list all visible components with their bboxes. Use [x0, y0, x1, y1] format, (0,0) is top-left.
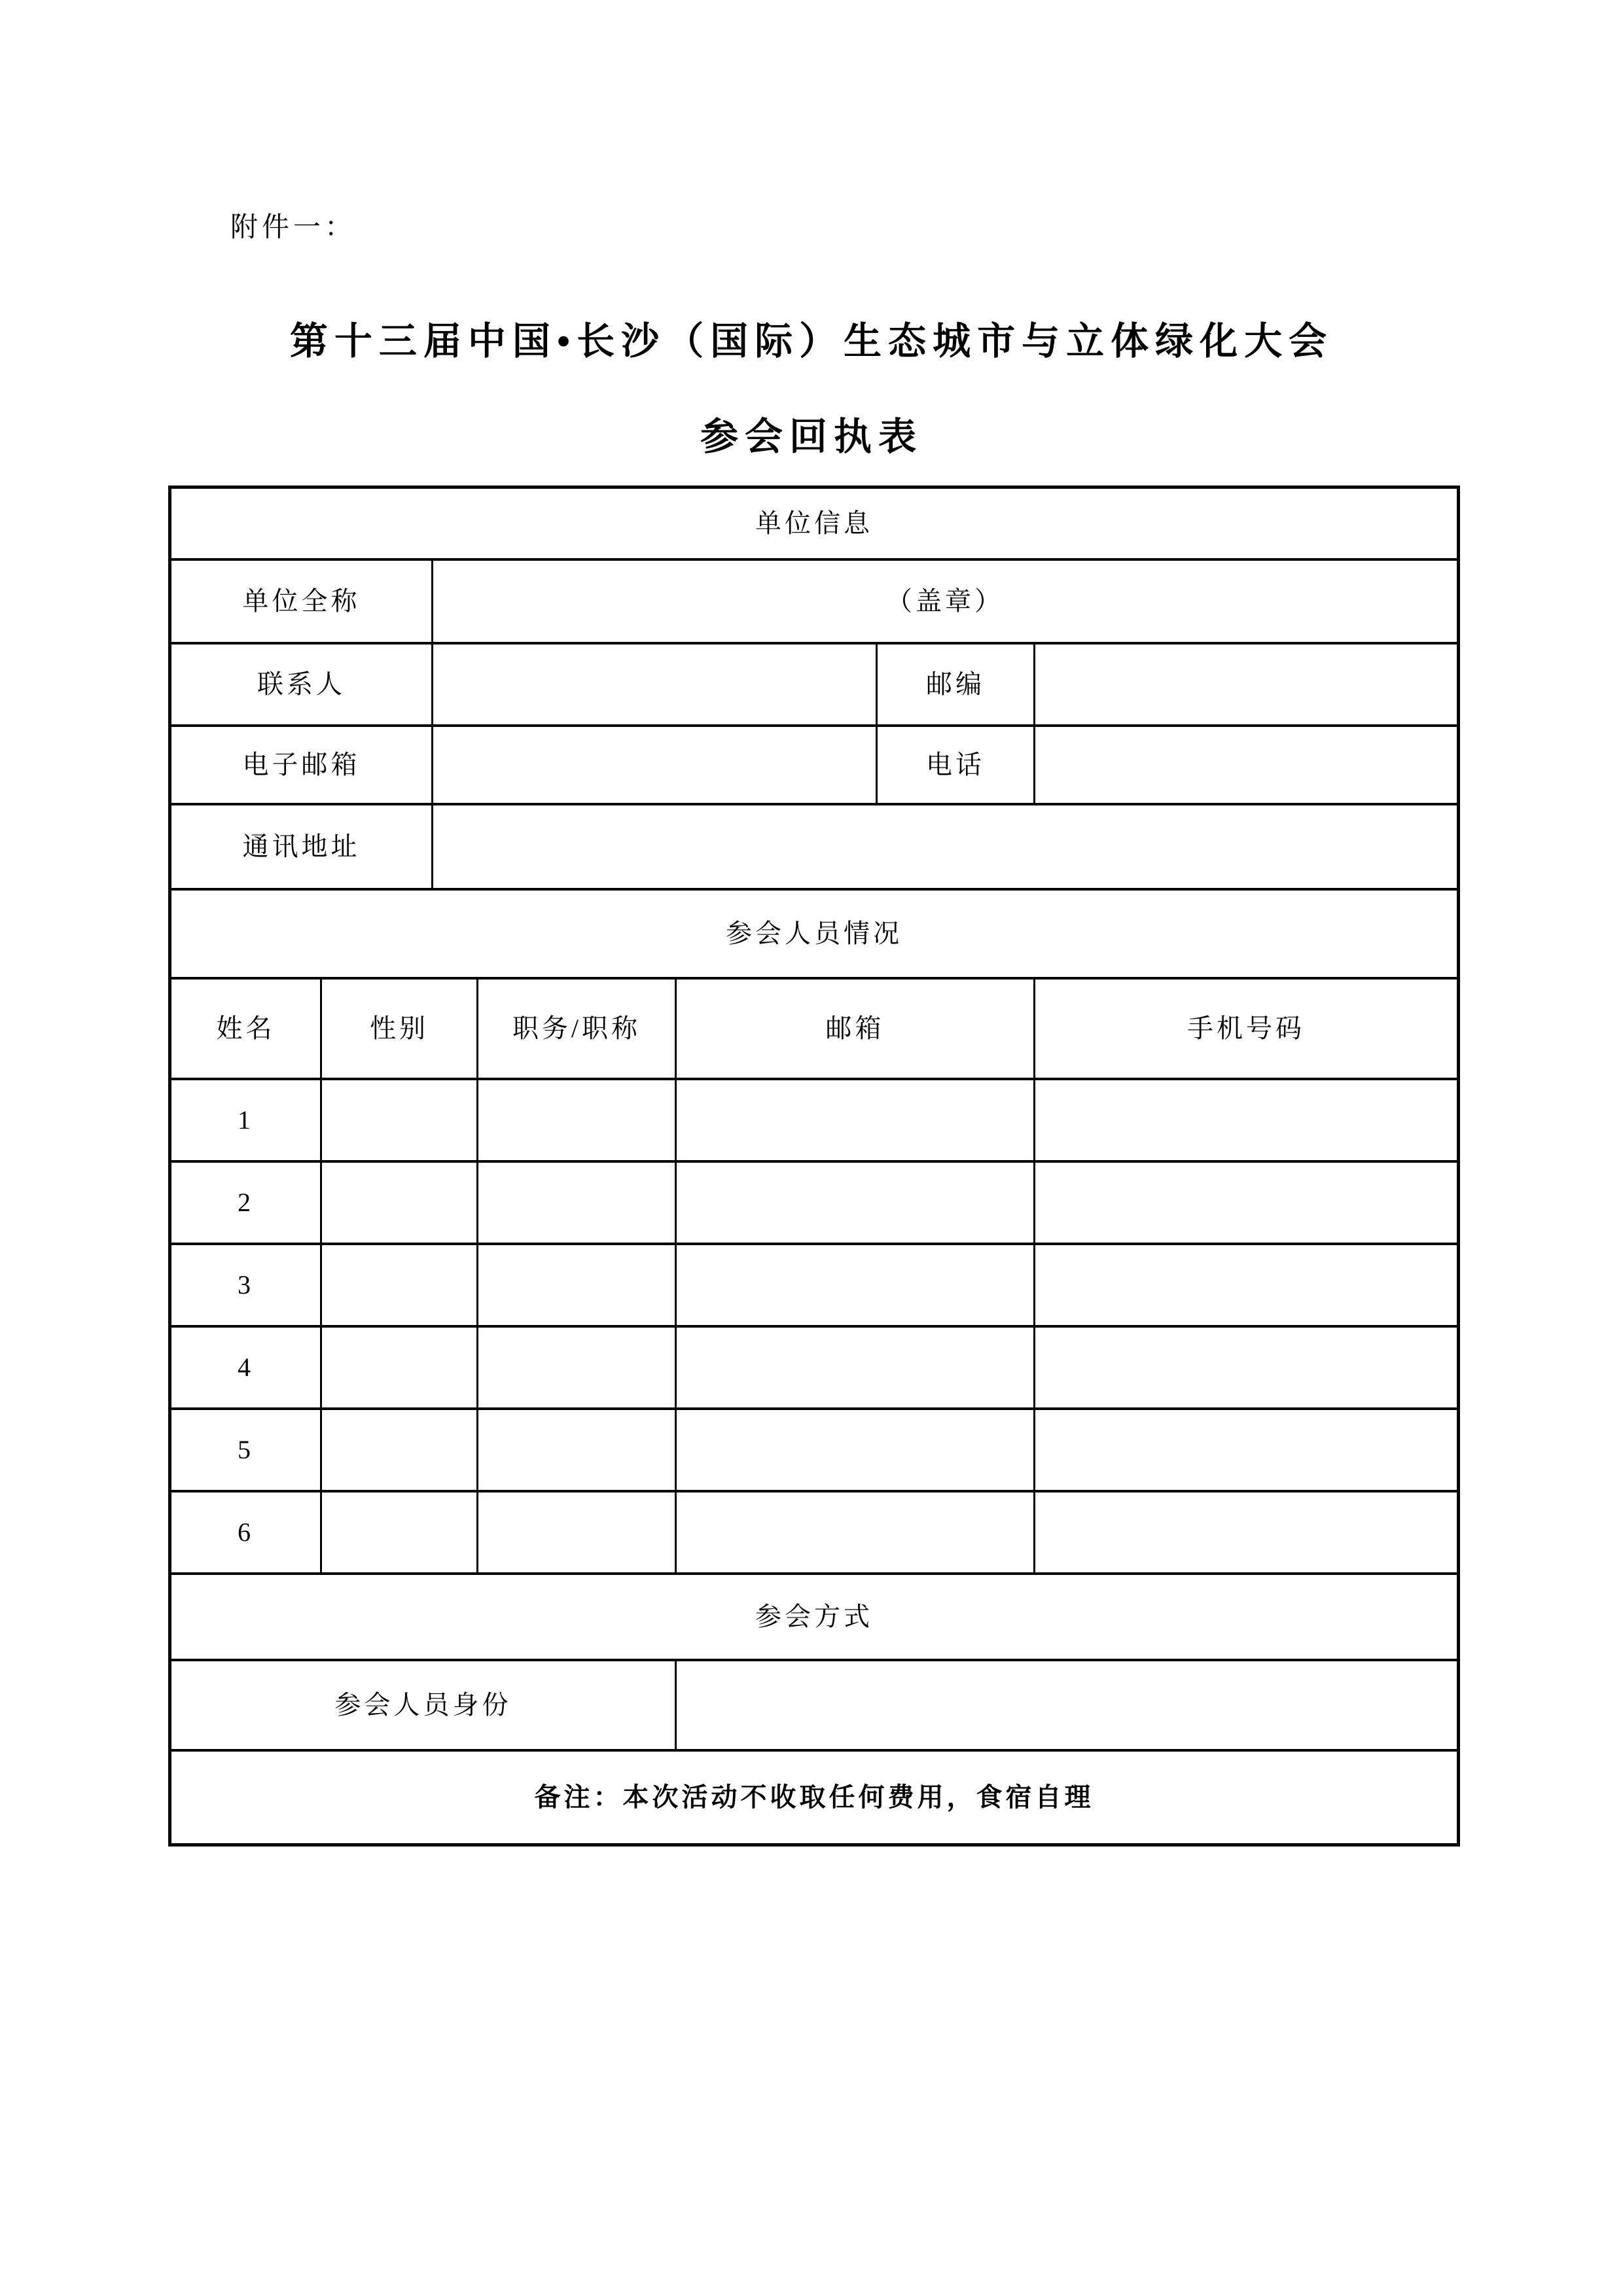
method-section-header-row	[170, 1574, 1459, 1660]
attendee-number-cell: 3	[170, 1244, 321, 1326]
address-label: 通讯地址	[170, 804, 433, 889]
email-input-cell[interactable]	[433, 726, 877, 804]
attendee-row	[170, 1409, 1459, 1491]
position-input-cell[interactable]	[478, 1491, 676, 1574]
attendee-email-input-cell[interactable]	[676, 1326, 1035, 1409]
attendee-number-cell: 1	[170, 1079, 321, 1161]
position-input-cell[interactable]	[478, 1079, 676, 1161]
column-header-gender: 性别	[321, 978, 478, 1079]
contact-input-cell[interactable]	[433, 643, 877, 726]
column-header-name: 姓名	[170, 978, 321, 1079]
unit-section-header: 单位信息	[170, 487, 1459, 559]
gender-input-cell[interactable]	[321, 1244, 478, 1326]
address-row	[170, 804, 1459, 889]
identity-row	[170, 1660, 1459, 1750]
attachment-label: 附件一：	[230, 213, 357, 243]
email-label: 电子邮箱	[170, 726, 433, 804]
attendee-email-input-cell[interactable]	[676, 1244, 1035, 1326]
attendee-number-cell: 6	[170, 1491, 321, 1574]
registration-form-table	[168, 486, 1460, 1846]
position-input-cell[interactable]	[478, 1244, 676, 1326]
attendee-row	[170, 1161, 1459, 1244]
column-header-position: 职务/职称	[478, 978, 676, 1079]
position-input-cell[interactable]	[478, 1409, 676, 1491]
position-input-cell[interactable]	[478, 1326, 676, 1409]
mobile-input-cell[interactable]	[1035, 1491, 1459, 1574]
attendee-email-input-cell[interactable]	[676, 1079, 1035, 1161]
position-input-cell[interactable]	[478, 1161, 676, 1244]
note-row	[170, 1750, 1459, 1845]
mobile-input-cell[interactable]	[1035, 1326, 1459, 1409]
unit-name-input-cell[interactable]: （盖章）	[433, 559, 1459, 643]
gender-input-cell[interactable]	[321, 1491, 478, 1574]
column-header-mobile: 手机号码	[1035, 978, 1459, 1079]
phone-label: 电话	[877, 726, 1035, 804]
postcode-label: 邮编	[877, 643, 1035, 726]
email-row	[170, 726, 1459, 804]
gender-input-cell[interactable]	[321, 1161, 478, 1244]
phone-input-cell[interactable]	[1035, 726, 1459, 804]
attendee-email-input-cell[interactable]	[676, 1409, 1035, 1491]
postcode-input-cell[interactable]	[1035, 643, 1459, 726]
attendee-row	[170, 1326, 1459, 1409]
gender-input-cell[interactable]	[321, 1326, 478, 1409]
attendee-number-cell: 2	[170, 1161, 321, 1244]
mobile-input-cell[interactable]	[1035, 1409, 1459, 1491]
mobile-input-cell[interactable]	[1035, 1079, 1459, 1161]
attendee-row	[170, 1491, 1459, 1574]
contact-row	[170, 643, 1459, 726]
method-section-header: 参会方式	[170, 1574, 1459, 1660]
address-input-cell[interactable]	[433, 804, 1459, 889]
attendee-section-header: 参会人员情况	[170, 889, 1459, 978]
note-text: 备注：本次活动不收取任何费用，食宿自理	[170, 1750, 1459, 1845]
gender-input-cell[interactable]	[321, 1079, 478, 1161]
attendee-email-input-cell[interactable]	[676, 1491, 1035, 1574]
attendee-number-cell: 4	[170, 1326, 321, 1409]
document-subtitle: 参会回执表	[700, 415, 923, 458]
unit-name-row	[170, 559, 1459, 643]
attendee-section-header-row	[170, 889, 1459, 978]
identity-label: 参会人员身份	[170, 1660, 676, 1750]
contact-label: 联系人	[170, 643, 433, 726]
document-title: 第十三届中国•长沙（国际）生态城市与立体绿化大会	[289, 320, 1334, 362]
attendee-number-cell: 5	[170, 1409, 321, 1491]
mobile-input-cell[interactable]	[1035, 1161, 1459, 1244]
attendee-table-header-row	[170, 978, 1459, 1079]
attendee-row	[170, 1079, 1459, 1161]
unit-name-label: 单位全称	[170, 559, 433, 643]
attendee-row	[170, 1244, 1459, 1326]
attendee-email-input-cell[interactable]	[676, 1161, 1035, 1244]
column-header-email: 邮箱	[676, 978, 1035, 1079]
identity-input-cell[interactable]	[676, 1660, 1459, 1750]
unit-section-header-row	[170, 487, 1459, 559]
gender-input-cell[interactable]	[321, 1409, 478, 1491]
mobile-input-cell[interactable]	[1035, 1244, 1459, 1326]
